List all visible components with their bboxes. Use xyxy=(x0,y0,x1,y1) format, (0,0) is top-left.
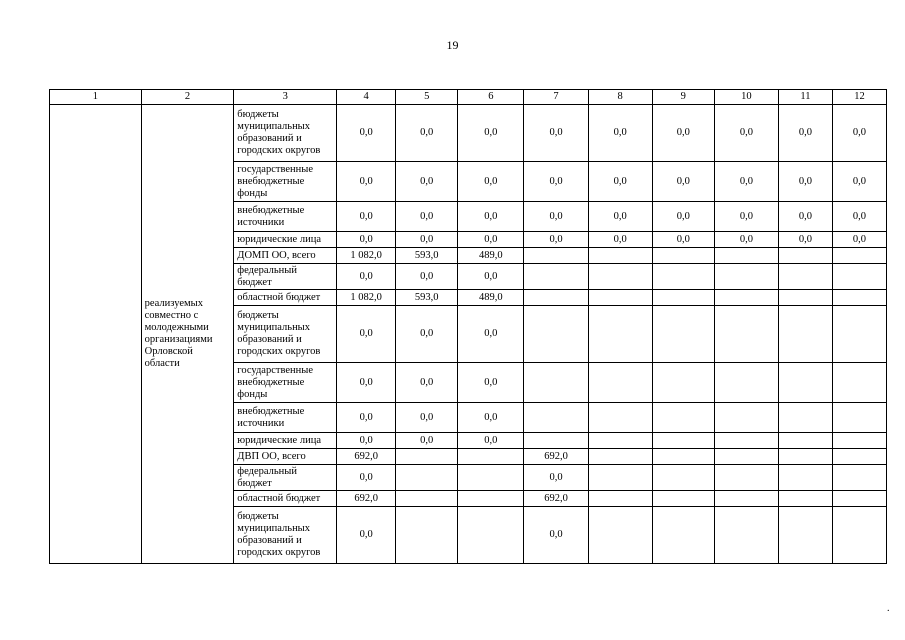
value-cell: 593,0 xyxy=(396,248,458,264)
value-cell xyxy=(778,449,832,465)
value-cell: 0,0 xyxy=(714,202,778,232)
value-cell xyxy=(396,507,458,564)
value-cell: 692,0 xyxy=(524,491,588,507)
value-cell: 489,0 xyxy=(458,290,524,306)
funding-source-cell: областной бюджет xyxy=(234,491,337,507)
budget-table xyxy=(49,89,887,564)
value-cell: 0,0 xyxy=(458,162,524,202)
value-cell xyxy=(524,306,588,363)
value-cell xyxy=(832,363,886,403)
value-cell xyxy=(588,306,652,363)
value-cell xyxy=(588,264,652,290)
value-cell xyxy=(714,248,778,264)
value-cell xyxy=(652,403,714,433)
value-cell: 0,0 xyxy=(778,202,832,232)
value-cell xyxy=(588,363,652,403)
value-cell: 0,0 xyxy=(524,202,588,232)
value-cell xyxy=(458,465,524,491)
column-header-9: 9 xyxy=(652,90,714,105)
value-cell xyxy=(524,403,588,433)
value-cell xyxy=(714,465,778,491)
funding-source-cell: федеральный бюджет xyxy=(234,465,337,491)
value-cell: 0,0 xyxy=(337,232,396,248)
value-cell: 0,0 xyxy=(778,232,832,248)
header-row xyxy=(50,90,887,105)
value-cell xyxy=(588,248,652,264)
value-cell: 0,0 xyxy=(832,232,886,248)
value-cell xyxy=(652,449,714,465)
value-cell xyxy=(458,449,524,465)
value-cell xyxy=(652,491,714,507)
value-cell: 0,0 xyxy=(337,465,396,491)
value-cell: 0,0 xyxy=(396,264,458,290)
value-cell xyxy=(588,491,652,507)
value-cell: 0,0 xyxy=(337,162,396,202)
column-header-5: 5 xyxy=(396,90,458,105)
value-cell: 0,0 xyxy=(524,465,588,491)
value-cell: 0,0 xyxy=(652,202,714,232)
value-cell: 0,0 xyxy=(337,264,396,290)
value-cell: 0,0 xyxy=(588,232,652,248)
value-cell xyxy=(778,248,832,264)
value-cell: 0,0 xyxy=(524,232,588,248)
column-header-12: 12 xyxy=(832,90,886,105)
column-header-1: 1 xyxy=(50,90,142,105)
value-cell xyxy=(832,290,886,306)
funding-source-cell: федеральный бюджет xyxy=(234,264,337,290)
page-number: 19 xyxy=(446,38,459,52)
stray-mark: . xyxy=(887,603,890,614)
value-cell xyxy=(524,248,588,264)
funding-source-cell: бюджеты муниципальных образований и городских округов xyxy=(234,507,337,564)
value-cell xyxy=(524,290,588,306)
value-cell: 0,0 xyxy=(458,105,524,162)
value-cell: 0,0 xyxy=(832,202,886,232)
value-cell: 1 082,0 xyxy=(337,248,396,264)
value-cell xyxy=(778,403,832,433)
value-cell xyxy=(778,363,832,403)
value-cell: 0,0 xyxy=(396,403,458,433)
value-cell xyxy=(652,433,714,449)
value-cell: 0,0 xyxy=(458,264,524,290)
funding-source-cell: государственные внебюджетные фонды xyxy=(234,162,337,202)
value-cell xyxy=(458,491,524,507)
value-cell: 593,0 xyxy=(396,290,458,306)
value-cell: 0,0 xyxy=(652,105,714,162)
value-cell xyxy=(652,290,714,306)
funding-source-cell: государственные внебюджетные фонды xyxy=(234,363,337,403)
value-cell: 0,0 xyxy=(337,105,396,162)
value-cell: 0,0 xyxy=(714,162,778,202)
value-cell: 0,0 xyxy=(714,105,778,162)
table-body xyxy=(50,105,887,564)
value-cell: 0,0 xyxy=(832,162,886,202)
value-cell xyxy=(778,507,832,564)
value-cell xyxy=(714,306,778,363)
value-cell: 0,0 xyxy=(337,202,396,232)
column-header-11: 11 xyxy=(778,90,832,105)
value-cell xyxy=(652,306,714,363)
funding-source-cell: внебюджетные источники xyxy=(234,403,337,433)
column-header-4: 4 xyxy=(337,90,396,105)
value-cell xyxy=(714,290,778,306)
value-cell: 0,0 xyxy=(396,232,458,248)
value-cell: 0,0 xyxy=(337,433,396,449)
value-cell: 0,0 xyxy=(458,433,524,449)
funding-source-cell: ДВП ОО, всего xyxy=(234,449,337,465)
value-cell xyxy=(524,433,588,449)
value-cell xyxy=(832,403,886,433)
value-cell: 0,0 xyxy=(524,162,588,202)
column-header-3: 3 xyxy=(234,90,337,105)
value-cell xyxy=(832,449,886,465)
value-cell xyxy=(588,465,652,491)
column-header-8: 8 xyxy=(588,90,652,105)
description-cell: реализуемых совместно с молодежными организациями Орловской области xyxy=(141,105,234,564)
funding-source-cell: бюджеты муниципальных образований и городских округов xyxy=(234,105,337,162)
value-cell: 0,0 xyxy=(396,306,458,363)
value-cell xyxy=(588,433,652,449)
funding-source-cell: юридические лица xyxy=(234,433,337,449)
value-cell xyxy=(652,363,714,403)
value-cell xyxy=(396,491,458,507)
value-cell xyxy=(588,449,652,465)
value-cell: 0,0 xyxy=(458,403,524,433)
value-cell xyxy=(832,465,886,491)
value-cell: 1 082,0 xyxy=(337,290,396,306)
value-cell: 692,0 xyxy=(524,449,588,465)
funding-source-cell: ДОМП ОО, всего xyxy=(234,248,337,264)
value-cell xyxy=(714,507,778,564)
value-cell xyxy=(396,449,458,465)
value-cell xyxy=(714,491,778,507)
value-cell: 0,0 xyxy=(337,363,396,403)
funding-source-cell: юридические лица xyxy=(234,232,337,248)
value-cell: 692,0 xyxy=(337,449,396,465)
value-cell xyxy=(778,433,832,449)
value-cell xyxy=(652,507,714,564)
column-header-10: 10 xyxy=(714,90,778,105)
value-cell: 0,0 xyxy=(588,202,652,232)
value-cell: 0,0 xyxy=(524,507,588,564)
value-cell xyxy=(714,403,778,433)
value-cell: 0,0 xyxy=(652,232,714,248)
value-cell xyxy=(778,465,832,491)
value-cell xyxy=(396,465,458,491)
value-cell xyxy=(832,248,886,264)
value-cell xyxy=(778,290,832,306)
column-header-7: 7 xyxy=(524,90,588,105)
value-cell: 0,0 xyxy=(396,433,458,449)
value-cell: 692,0 xyxy=(337,491,396,507)
value-cell: 0,0 xyxy=(714,232,778,248)
value-cell: 0,0 xyxy=(337,403,396,433)
value-cell xyxy=(714,264,778,290)
funding-source-cell: бюджеты муниципальных образований и городских округов xyxy=(234,306,337,363)
value-cell: 0,0 xyxy=(458,363,524,403)
value-cell xyxy=(714,363,778,403)
value-cell xyxy=(778,264,832,290)
value-cell xyxy=(778,491,832,507)
value-cell xyxy=(588,403,652,433)
value-cell: 0,0 xyxy=(396,202,458,232)
value-cell xyxy=(832,507,886,564)
value-cell: 489,0 xyxy=(458,248,524,264)
value-cell: 0,0 xyxy=(778,162,832,202)
value-cell xyxy=(832,433,886,449)
value-cell: 0,0 xyxy=(652,162,714,202)
value-cell xyxy=(524,363,588,403)
value-cell: 0,0 xyxy=(337,507,396,564)
value-cell: 0,0 xyxy=(588,105,652,162)
table-row xyxy=(50,105,887,162)
funding-source-cell: внебюджетные источники xyxy=(234,202,337,232)
column-1-cell xyxy=(50,105,142,564)
funding-source-cell: областной бюджет xyxy=(234,290,337,306)
value-cell: 0,0 xyxy=(396,162,458,202)
value-cell xyxy=(652,465,714,491)
value-cell xyxy=(652,248,714,264)
value-cell xyxy=(832,306,886,363)
value-cell xyxy=(832,491,886,507)
value-cell: 0,0 xyxy=(588,162,652,202)
value-cell xyxy=(714,449,778,465)
value-cell: 0,0 xyxy=(458,306,524,363)
value-cell: 0,0 xyxy=(337,306,396,363)
value-cell xyxy=(588,507,652,564)
value-cell xyxy=(652,264,714,290)
value-cell: 0,0 xyxy=(458,232,524,248)
value-cell xyxy=(714,433,778,449)
value-cell: 0,0 xyxy=(832,105,886,162)
value-cell xyxy=(458,507,524,564)
value-cell xyxy=(778,306,832,363)
value-cell: 0,0 xyxy=(396,105,458,162)
value-cell xyxy=(524,264,588,290)
column-header-6: 6 xyxy=(458,90,524,105)
value-cell: 0,0 xyxy=(524,105,588,162)
value-cell: 0,0 xyxy=(396,363,458,403)
value-cell: 0,0 xyxy=(458,202,524,232)
value-cell: 0,0 xyxy=(778,105,832,162)
value-cell xyxy=(832,264,886,290)
value-cell xyxy=(588,290,652,306)
column-header-2: 2 xyxy=(141,90,234,105)
